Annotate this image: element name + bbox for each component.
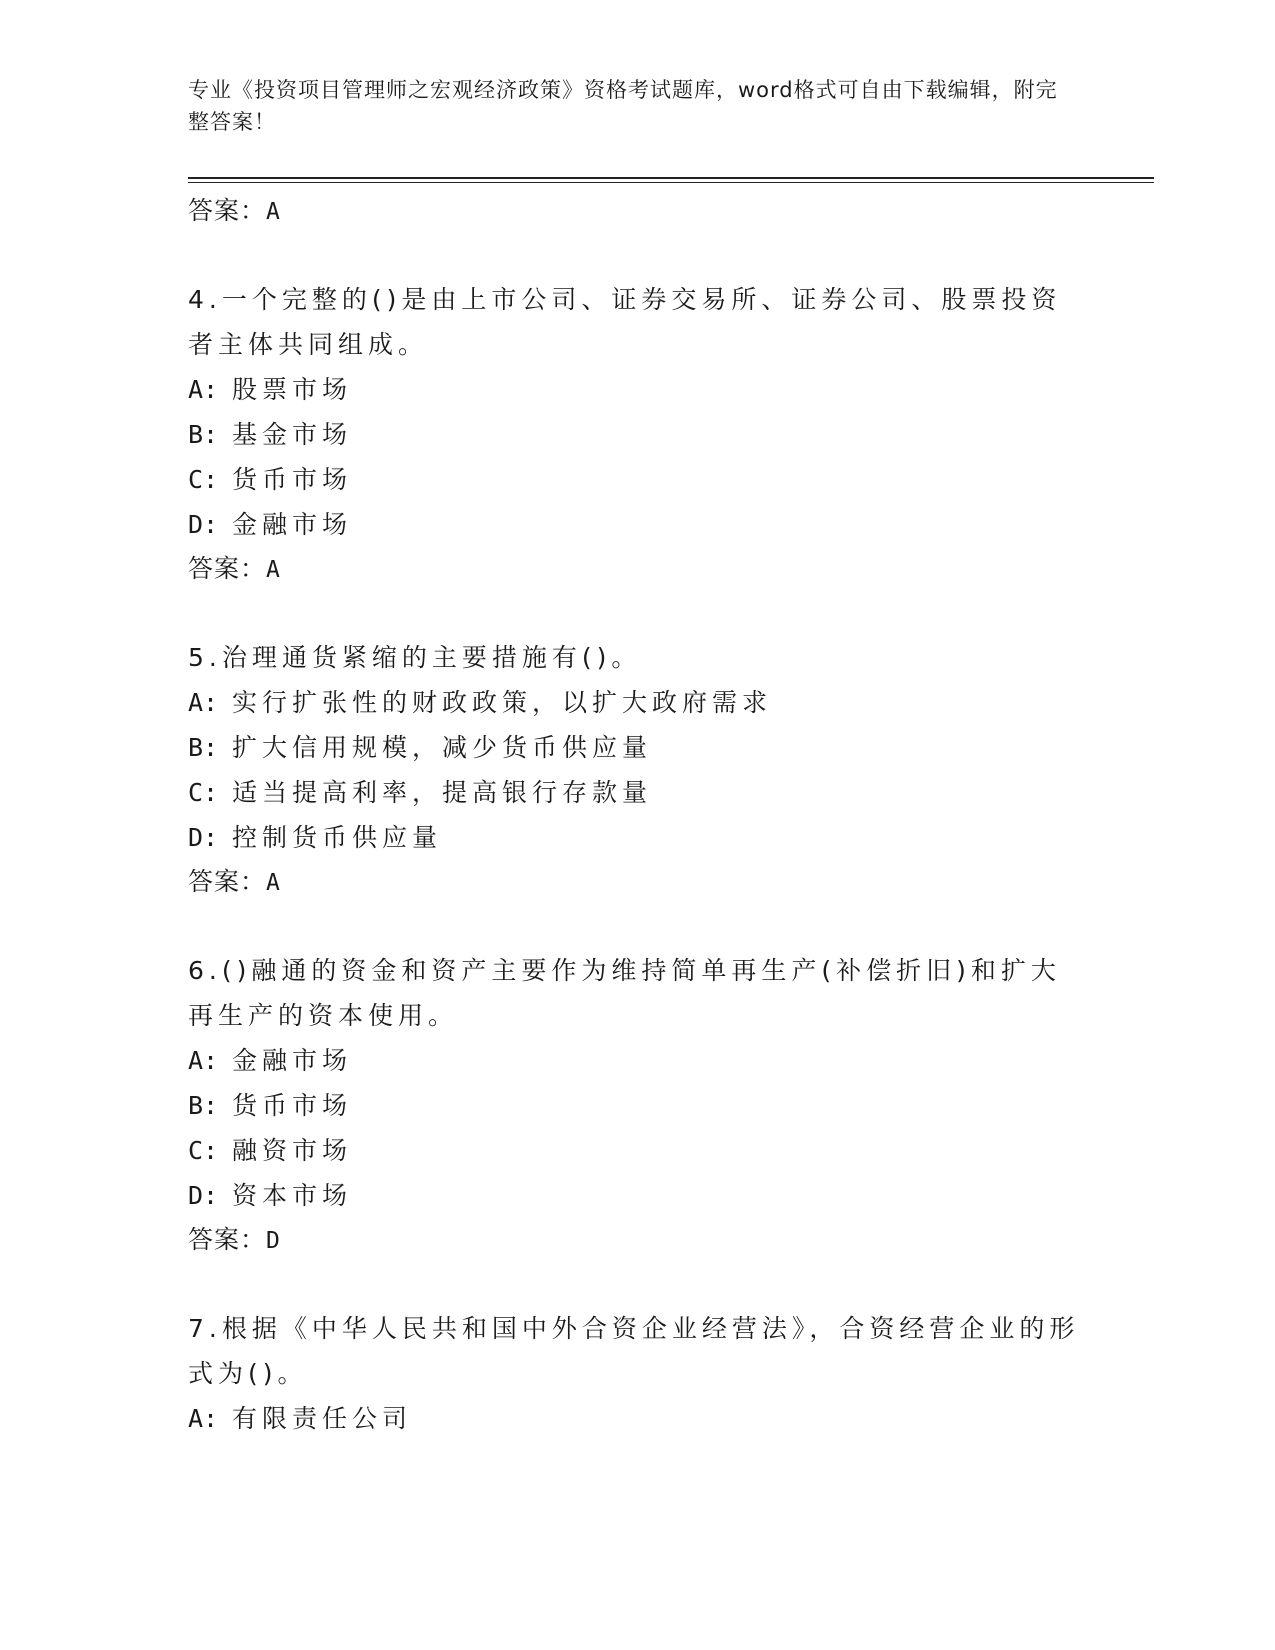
question-text: 6.()融通的资金和资产主要作为维持简单再生产(补偿折旧)和扩大再生产的资本使用。	[188, 956, 1061, 1030]
option-b: B: 扩大信用规模，减少货币供应量	[188, 733, 653, 762]
answer-line: 答案：A	[188, 196, 281, 225]
option-b: B: 货币市场	[188, 1091, 353, 1120]
question-4	[188, 277, 1088, 367]
question-text: 7.根据《中华人民共和国中外合资企业经营法》，合资经营企业的形式为()。	[188, 1314, 1080, 1388]
option-a: A: 有限责任公司	[188, 1404, 413, 1433]
option-a: A: 实行扩张性的财政政策，以扩大政府需求	[188, 688, 773, 717]
question-6	[188, 948, 1088, 1038]
header-divider	[188, 177, 1154, 179]
option-d: D: 控制货币供应量	[188, 823, 443, 852]
option-d: D: 资本市场	[188, 1181, 353, 1210]
question-7	[188, 1306, 1088, 1396]
answer-line: 答案：D	[188, 1225, 281, 1254]
option-b: B: 基金市场	[188, 420, 353, 449]
option-c: C: 融资市场	[188, 1136, 353, 1165]
header-divider-thin	[188, 182, 1154, 183]
option-c: C: 适当提高利率，提高银行存款量	[188, 778, 653, 807]
option-d: D: 金融市场	[188, 510, 353, 539]
document-header: 专业《投资项目管理师之宏观经济政策》资格考试题库，word格式可自由下载编辑，附完整答案！	[188, 78, 1058, 134]
question-text: 5.治理通货紧缩的主要措施有()。	[188, 643, 642, 672]
answer-line: 答案：A	[188, 867, 281, 896]
question-list	[188, 189, 1088, 1441]
option-c: C: 货币市场	[188, 465, 353, 494]
option-a: A: 金融市场	[188, 1046, 353, 1075]
question-text: 4.一个完整的()是由上市公司、证券交易所、证券公司、股票投资者主体共同组成。	[188, 285, 1062, 359]
option-a: A: 股票市场	[188, 375, 353, 404]
answer-line: 答案：A	[188, 554, 281, 583]
question-5	[188, 635, 1088, 680]
